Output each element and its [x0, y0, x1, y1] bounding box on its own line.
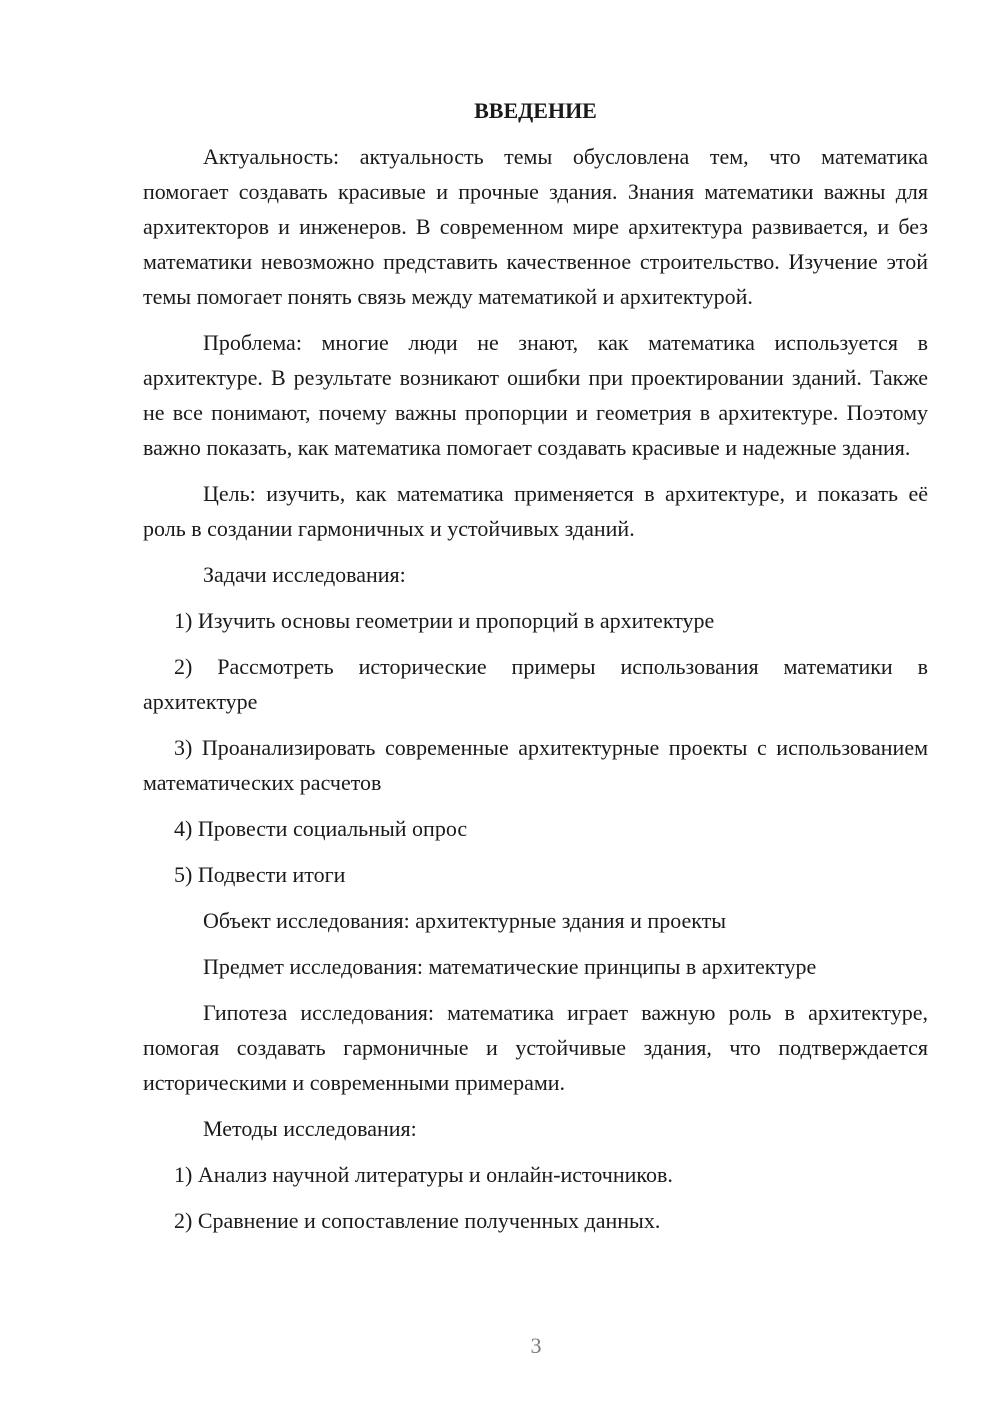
task-item-1: 1) Изучить основы геометрии и пропорций в архитектуре — [174, 608, 715, 633]
paragraph-goal: Цель: изучить, как математика применяется в архитектуре, и показать её роль в создании гармоничных и устойчивых зданий. — [143, 481, 928, 541]
task-item-2: 2) Рассмотреть исторические примеры использования математики в архитектуре — [143, 654, 928, 714]
paragraph-subject: Предмет исследования: математические принципы в архитектуре — [203, 954, 817, 979]
page-content — [143, 95, 928, 1249]
paragraph-hypothesis: Гипотеза исследования: математика играет важную роль в архитектуре, помогая создавать гармоничные и устойчивые здания, что подтверждается историческими и современными примерами. — [143, 1000, 928, 1095]
paragraph-tasks-heading: Задачи исследования: — [203, 562, 406, 587]
page-number: 3 — [530, 1333, 542, 1358]
section-title: ВВЕДЕНИЕ — [474, 98, 597, 123]
paragraph-methods-heading: Методы исследования: — [203, 1116, 417, 1141]
paragraph-problem: Проблема: многие люди не знают, как математика используется в архитектуре. В результате возникают ошибки при проектировании зданий. Также не все понимают, почему важны пропорции и геометрия в архитектуре. Поэтому важно показать, как математика помогает создавать красивые и надежные здания. — [143, 330, 928, 460]
paragraph-object: Объект исследования: архитектурные здания и проекты — [203, 908, 727, 933]
method-item-1: 1) Анализ научной литературы и онлайн-источников. — [174, 1162, 673, 1187]
task-item-5: 5) Подвести итоги — [174, 862, 346, 887]
task-item-4: 4) Провести социальный опрос — [174, 816, 468, 841]
paragraph-relevance: Актуальность: актуальность темы обусловлена тем, что математика помогает создавать красивые и прочные здания. Знания математики важны для архитекторов и инженеров. В современном мире архитектура развивается, и без математики невозможно представить качественное строительство. Изучение этой темы помогает понять связь между математикой и архитектурой. — [143, 144, 928, 309]
task-item-3: 3) Проанализировать современные архитектурные проекты с использованием математических расчетов — [143, 735, 928, 795]
method-item-2: 2) Сравнение и сопоставление полученных данных. — [174, 1208, 661, 1233]
